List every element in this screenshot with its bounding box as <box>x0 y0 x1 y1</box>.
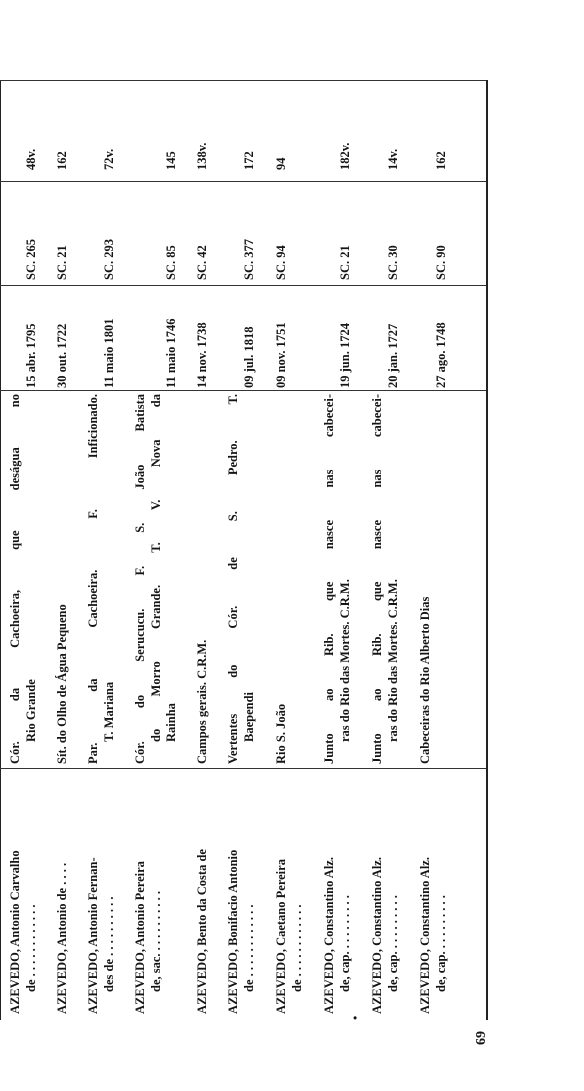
cell-place-line: Vertentes do Cór. de S. Pedro. T. <box>226 394 240 764</box>
cell-folio-line: 14v. <box>385 148 400 170</box>
cell-fond <box>418 198 449 280</box>
cell-fond <box>133 198 180 280</box>
bullet-mark: • <box>348 1015 362 1020</box>
cell-folio <box>418 90 449 170</box>
cell-date-line <box>370 300 386 388</box>
cell-folio-line <box>322 90 338 170</box>
cell-fond-line <box>8 198 24 280</box>
cell-date <box>55 300 71 388</box>
cell-folio-line: 145 <box>164 151 178 170</box>
cell-name-line: AZEVEDO, Bonifacio Antonio <box>226 849 240 1014</box>
cell-date-line: 09 jul. 1818 <box>241 326 256 388</box>
rotated-page <box>0 80 520 1020</box>
page-number: 69 <box>474 1031 489 1045</box>
cell-folio-line: 182v. <box>337 142 352 170</box>
cell-place <box>370 394 401 764</box>
cell-name <box>86 772 117 1014</box>
cell-fond-line: SC. 85 <box>164 245 178 280</box>
cell-place-line: do Morro Grande. T. V. Nova da <box>148 394 163 742</box>
cell-date-line <box>149 300 165 388</box>
cell-date-line <box>8 300 24 388</box>
cell-date-line <box>322 300 338 388</box>
cell-fond-line: SC. 293 <box>101 239 116 280</box>
cell-folio-line <box>86 90 102 170</box>
cell-fond-line: SC. 42 <box>195 245 209 280</box>
column-divider-folio <box>0 80 486 81</box>
column-divider-fond <box>0 181 486 182</box>
cell-date <box>418 300 449 388</box>
cell-folio-line <box>149 90 165 170</box>
cell-fond-line <box>149 198 165 280</box>
cell-folio-line <box>370 90 386 170</box>
cell-place-line: Par. da Cachoeira. F. Inficionado. <box>86 394 100 764</box>
cell-place <box>226 394 257 764</box>
cell-place-line: T. Mariana <box>101 681 116 742</box>
cell-fond-line <box>86 198 102 280</box>
cell-date-line <box>133 300 149 388</box>
cell-place <box>8 394 39 764</box>
cell-date-line: 11 maio 1746 <box>164 318 178 388</box>
cell-place-line: ras do Rio das Mortes. C.R.M. <box>337 579 352 742</box>
cell-fond-line <box>226 198 242 280</box>
cell-folio <box>55 90 71 170</box>
cell-place-line: Rio S. João <box>274 703 288 764</box>
cell-date-line: 19 jun. 1724 <box>337 323 352 388</box>
cell-name-line: AZEVEDO, Antonio Fernan- <box>86 857 100 1014</box>
cell-name-line: de . . . . . . . . . . . . <box>289 904 304 992</box>
cell-folio <box>226 90 257 170</box>
cell-date-line <box>418 300 434 388</box>
cell-fond <box>226 198 257 280</box>
cell-name <box>133 772 164 1014</box>
cell-name-line: AZEVEDO, Antonio Pereira <box>133 861 147 1014</box>
cell-name <box>226 772 257 1014</box>
cell-place-line: Rio Grande <box>23 679 38 742</box>
cell-date <box>274 300 290 388</box>
cell-name <box>195 772 211 1014</box>
table-bottom-rule <box>486 80 488 1020</box>
cell-name-line: de, sac. . . . . . . . . . . <box>148 890 163 992</box>
cell-folio-line: 162 <box>55 151 69 170</box>
cell-name <box>322 772 353 1014</box>
cell-place <box>274 394 290 764</box>
cell-fond <box>86 198 117 280</box>
table-top-rule <box>0 80 1 1020</box>
cell-folio-line: 48v. <box>23 148 38 170</box>
cell-place <box>195 394 211 764</box>
cell-date-line: 11 maio 1801 <box>101 318 116 388</box>
cell-fond-line <box>370 198 386 280</box>
cell-name-line: AZEVEDO, Caetano Pereira <box>274 859 288 1014</box>
cell-place-line: Cór. do Serucucu. F. S. João Batista <box>133 394 147 764</box>
cell-fond-line: SC. 21 <box>55 245 69 280</box>
cell-date-line <box>86 300 102 388</box>
cell-place-line: Cabeceiras do Rio Alberto Dias <box>418 596 432 764</box>
cell-place <box>322 394 353 764</box>
column-divider-date <box>0 285 486 286</box>
column-divider-place <box>0 390 486 391</box>
cell-name-line: de, cap. . . . . . . . . . <box>385 895 400 992</box>
cell-name-line: AZEVEDO, Antonio Carvalho <box>8 850 22 1014</box>
cell-name <box>370 772 401 1014</box>
cell-name-line: de . . . . . . . . . . . . <box>23 904 38 992</box>
cell-date-line: 09 nov. 1751 <box>274 322 288 388</box>
cell-name-line: AZEVEDO, Constantino Alz. <box>370 857 384 1014</box>
cell-date <box>195 300 211 388</box>
cell-place-line: Junto ao Rib. que nasce nas cabecei- <box>322 394 336 764</box>
cell-fond-line: SC. 30 <box>385 245 400 280</box>
column-divider-name <box>0 768 486 769</box>
cell-fond <box>195 198 211 280</box>
cell-date-line: 20 jan. 1727 <box>385 323 400 388</box>
cell-date-line: 15 abr. 1795 <box>23 323 38 388</box>
cell-folio <box>195 90 211 170</box>
cell-folio-line: 94 <box>274 157 288 170</box>
cell-place-line: Sít. do Olho de Água Pequeno <box>55 604 69 764</box>
cell-name <box>274 772 305 1014</box>
cell-folio-line <box>8 90 24 170</box>
cell-name <box>55 772 71 1014</box>
cell-folio <box>322 90 353 170</box>
cell-place-line: ras do Rio das Mortes. C.R.M. <box>385 579 400 742</box>
cell-name <box>418 772 449 1014</box>
cell-name-line: des de . . . . . . . . . . <box>101 896 116 992</box>
cell-place-line: Campos gerais. C.R.M. <box>195 639 209 764</box>
cell-name-line: AZEVEDO, Bento da Costa de <box>195 849 209 1014</box>
cell-date <box>370 300 401 388</box>
land-grant-table <box>0 80 520 1020</box>
cell-date <box>226 300 257 388</box>
cell-folio-line: 162 <box>433 151 448 170</box>
cell-name-line: de . . . . . . . . . . . . <box>241 904 256 992</box>
cell-place <box>133 394 180 764</box>
cell-date-line: 27 ago. 1748 <box>433 322 448 388</box>
cell-place-line: Rainha <box>164 703 178 742</box>
cell-fond-line: SC. 265 <box>23 239 38 280</box>
cell-folio-line: 72v. <box>101 148 116 170</box>
cell-fond <box>8 198 39 280</box>
cell-fond-line: SC. 94 <box>274 245 288 280</box>
cell-place <box>55 394 71 764</box>
cell-place-line: Junto ao Rib. que nasce nas cabecei- <box>370 394 384 764</box>
cell-folio <box>370 90 401 170</box>
cell-place-line: Cór. da Cachoeira, que deságua no <box>8 394 22 764</box>
cell-name <box>8 772 39 1014</box>
cell-fond-line: SC. 90 <box>433 245 448 280</box>
cell-fond <box>370 198 401 280</box>
cell-date <box>8 300 39 388</box>
cell-name-line: AZEVEDO, Constantino Alz. <box>322 857 336 1014</box>
cell-place <box>418 394 434 764</box>
cell-folio <box>8 90 39 170</box>
cell-fond-line <box>418 198 434 280</box>
cell-fond <box>322 198 353 280</box>
cell-date-line: 30 out. 1722 <box>55 323 69 388</box>
cell-fond <box>274 198 290 280</box>
cell-name-line: AZEVEDO, Constantino Alz. <box>418 857 432 1014</box>
cell-fond-line <box>133 198 149 280</box>
cell-folio-line <box>418 90 434 170</box>
cell-name-line: AZEVEDO, Antonio de . . . . <box>55 862 69 1014</box>
cell-date-line <box>226 300 242 388</box>
cell-date-line: 14 nov. 1738 <box>195 322 209 388</box>
cell-place <box>86 394 117 764</box>
cell-folio-line: 172 <box>241 151 256 170</box>
cell-place-line: Baependi <box>241 691 256 742</box>
cell-fond-line <box>322 198 338 280</box>
cell-folio-line: 138v. <box>195 142 209 170</box>
cell-fond <box>55 198 71 280</box>
cell-fond-line: SC. 21 <box>337 245 352 280</box>
cell-folio-line <box>133 90 149 170</box>
cell-fond-line: SC. 377 <box>241 239 256 280</box>
cell-date <box>322 300 353 388</box>
cell-name-line: de, cap. . . . . . . . . . <box>433 895 448 992</box>
cell-folio <box>86 90 117 170</box>
cell-name-line: de, cap. . . . . . . . . . <box>337 895 352 992</box>
cell-date <box>133 300 180 388</box>
cell-date <box>86 300 117 388</box>
cell-folio-line <box>226 90 242 170</box>
cell-folio <box>274 90 290 170</box>
cell-folio <box>133 90 180 170</box>
